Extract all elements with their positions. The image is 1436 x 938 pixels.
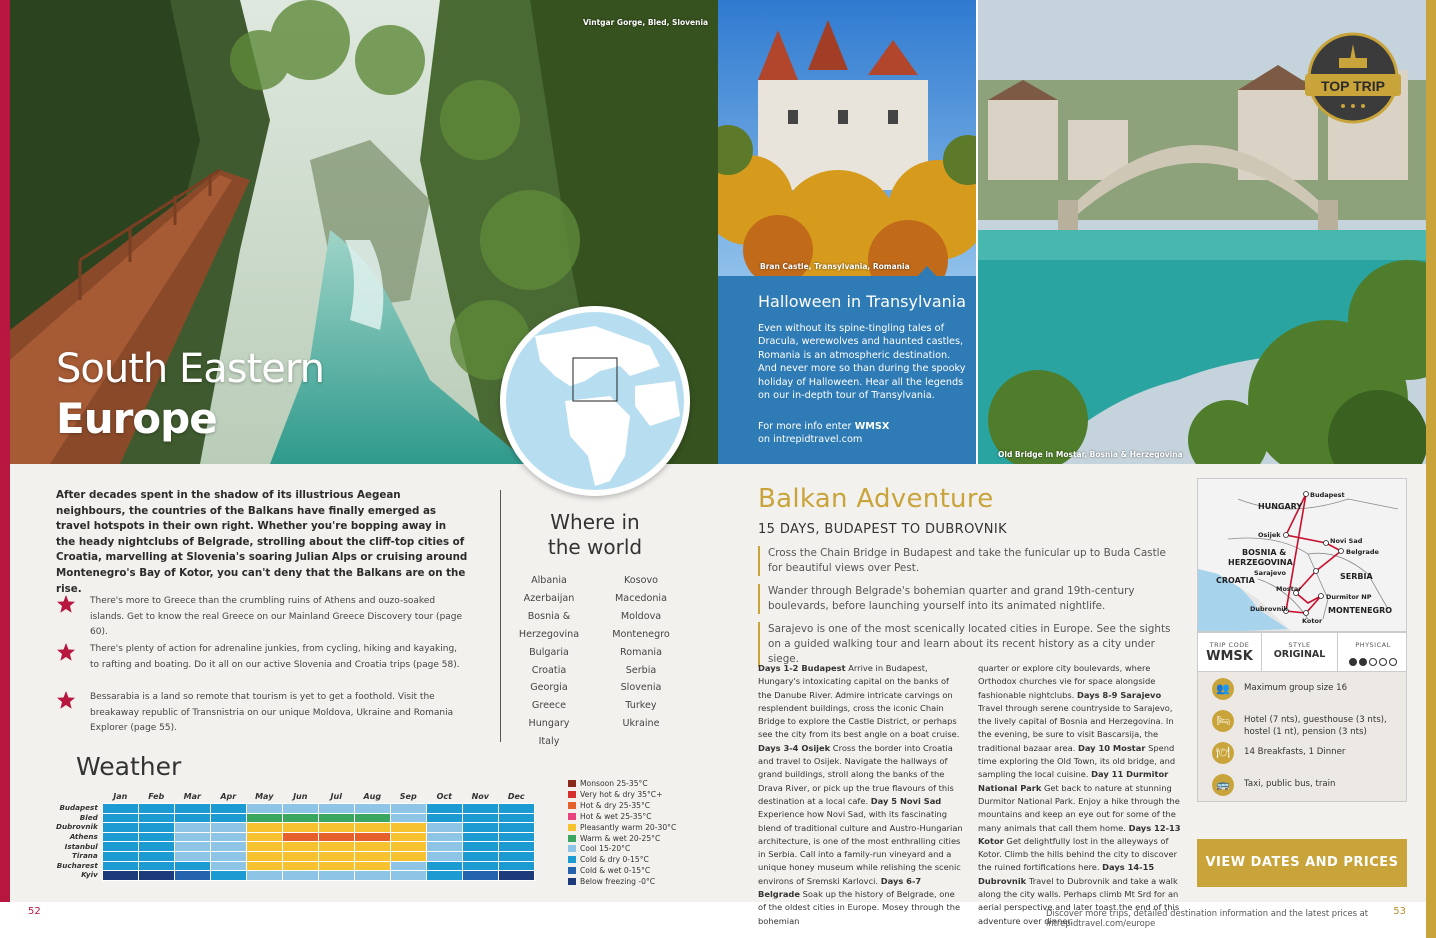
tip-text: There's more to Greece than the crumbling ruins of Athens and ouzo-soaked islands. Get to know the real Greece on our Mainland Greece Discovery tour (page 60).: [90, 596, 463, 637]
weather-cell: [462, 823, 498, 833]
weather-cell: [210, 851, 246, 861]
weather-month: Jul: [330, 792, 342, 801]
bran-castle-photo: [718, 0, 976, 276]
weather-cell: [102, 842, 138, 852]
itinerary-day-heading: Day 11 Durmitor National Park: [978, 769, 1169, 793]
weather-row: [56, 842, 534, 852]
weather-cell: [390, 823, 426, 833]
weather-cell: [498, 804, 534, 814]
itinerary-day-text: Arrive in Budapest, Hungary's intoxicating capital on the banks of the Danube River. Admire intricate carvings on resplendent buildings, cross the iconic Chain Bridge to explore the Castle District, or perhaps see the city from its best angle on a boat cruise.: [758, 663, 960, 740]
weather-month: May: [255, 792, 274, 801]
trip-style-label: STYLE: [1288, 641, 1311, 649]
itinerary-day-heading: Days 6-7 Belgrade: [758, 875, 922, 900]
country-name: Greece: [531, 700, 567, 712]
weather-legend: [568, 779, 676, 888]
weather-cell: [498, 851, 534, 861]
trip-style-value: ORIGINAL: [1273, 649, 1326, 660]
halloween-title: Halloween in Transylvania: [758, 292, 967, 311]
weather-cell: [246, 861, 282, 871]
weather-cell: [498, 871, 534, 881]
weather-cell: [138, 813, 174, 823]
weather-cell: [390, 851, 426, 861]
weather-cell: [462, 813, 498, 823]
intro-paragraph: After decades spent in the shadow of its illustrious Aegean neighbours, the countries of the Balkans have finally emerged as travel hotspots in their own right. Whether you're bopping away in the heady nightclubs of Belgrade, strolling about the cliff-top cities of Croatia, marvelling at Slovenia's soaring Julian Alps or cruising around Montenegro's Bay of Kotor, you can't deny that the Balkans are on the rise.: [56, 489, 468, 595]
weather-city: Tirana: [72, 851, 98, 861]
legend-label: Cool 15-20°C: [580, 844, 631, 854]
legend-swatch: [568, 878, 576, 885]
physical-label: PHYSICAL: [1355, 641, 1391, 649]
country-name: Herzegovina: [518, 628, 580, 640]
country-name: Moldova: [620, 610, 662, 622]
weather-cell: [462, 832, 498, 842]
highlight-item: Wander through Belgrade's bohemian quarter and grand 19th-century boulevards, before launching yourself into its animated nightlife.: [758, 584, 1178, 614]
weather-cell: [102, 813, 138, 823]
left-page-edge: [0, 0, 10, 938]
where-title-line2: the world: [547, 535, 643, 559]
weather-cell: [462, 851, 498, 861]
group-icon: 👥: [1212, 678, 1234, 700]
left-footer: [0, 902, 718, 938]
weather-cell: [462, 861, 498, 871]
weather-cell: [210, 813, 246, 823]
star-icon: [56, 642, 76, 662]
country-name: Kosovo: [623, 575, 659, 586]
weather-cell: [246, 813, 282, 823]
legend-swatch: [568, 791, 576, 798]
itinerary-day-text: Travel through serene countryside to Sarajevo, the lively capital of Bosnia and Herzegovina. In the evening, be sure to visit Bascarsija, the traditional bazaar area.: [978, 702, 1174, 753]
weather-cell: [210, 842, 246, 852]
weather-title: Weather: [76, 752, 182, 781]
weather-city: Bucharest: [56, 860, 98, 870]
feature-text: Taxi, public bus, train: [1244, 779, 1336, 789]
tip-item: [56, 642, 466, 673]
weather-grid: [56, 790, 535, 881]
weather-month: Feb: [148, 792, 165, 801]
weather-cell: [390, 842, 426, 852]
weather-month: Dec: [507, 792, 525, 801]
feature-text: Hotel (7 nts), guesthouse (3 nts), hostel (1 nt), pension (3 nts): [1244, 715, 1387, 737]
itinerary-day-text: Soak up the history of Belgrade, one of the oldest cities in Europe. Mosey through the bohemian: [758, 889, 961, 926]
legend-swatch: [568, 856, 576, 863]
route-map-illustration: [1198, 479, 1407, 632]
country-name: Montenegro: [612, 628, 670, 640]
map-label-mostar: Mostar: [1276, 585, 1302, 593]
weather-cell: [354, 804, 390, 814]
weather-cell: [210, 804, 246, 814]
halloween-text: Even without its spine-tingling tales of Dracula, werewolves and haunted castles, Romania is an atmospheric destination. And never more so than during the spooky holiday of Halloween. Hear all the legends on our in-depth tour of Transylvania.: [758, 323, 966, 402]
page-title-line2: Europe: [56, 394, 217, 443]
weather-cell: [426, 851, 462, 861]
weather-months-row: [56, 790, 534, 804]
view-dates-and-prices-button[interactable]: VIEW DATES AND PRICES: [1197, 839, 1407, 887]
country-name: Albania: [531, 575, 567, 586]
country-name: Slovenia: [620, 682, 662, 694]
page-title-line1: South Eastern: [56, 346, 324, 392]
weather-cell: [498, 832, 534, 842]
legend-swatch: [568, 813, 576, 820]
weather-month: Sep: [399, 792, 417, 801]
weather-month: Apr: [220, 792, 237, 801]
tip-item: [56, 690, 466, 737]
weather-cell: [390, 804, 426, 814]
itinerary-day-text: Get back to nature at stunning Durmitor National Park. Enjoy a hike through the mountains and keep an eye out for some of the many animals that call them home.: [978, 782, 1180, 833]
weather-cell: [246, 851, 282, 861]
star-icon: [56, 690, 76, 710]
weather-cell: [318, 813, 354, 823]
feature-text: Maximum group size 16: [1244, 683, 1348, 693]
footer-note[interactable]: Discover more trips, detailed destination information and the latest prices at intrepidtravel.com/europe: [1046, 908, 1369, 928]
weather-city: Bled: [79, 812, 98, 822]
weather-cell: [498, 823, 534, 833]
rating-dot-filled-icon: [1349, 658, 1357, 666]
weather-cell: [498, 861, 534, 871]
legend-item: [568, 823, 676, 834]
weather-cell: [138, 823, 174, 833]
bran-photo-caption: Bran Castle, Transylvania, Romania: [760, 262, 910, 271]
trip-style-block: [1262, 633, 1338, 673]
legend-label: Hot & wet 25-35°C: [580, 811, 652, 821]
weather-cell: [354, 861, 390, 871]
weather-city: Istanbul: [64, 841, 98, 851]
tip-text: Bessarabia is a land so remote that tourism is yet to get a foothold. Visit the breakaway republic of Transnistria on our unique Moldova, Ukraine and Romania Explorer (page 55).: [90, 692, 454, 733]
physical-rating-block: [1338, 633, 1408, 673]
map-label-osijek: Osijek: [1258, 531, 1281, 539]
legend-item: [568, 812, 676, 823]
weather-row: [56, 813, 534, 823]
weather-month: Jun: [293, 792, 308, 801]
countries-column-1: [504, 572, 594, 751]
weather-cell: [354, 823, 390, 833]
weather-cell: [390, 832, 426, 842]
legend-item: [568, 801, 676, 812]
weather-cell: [174, 842, 210, 852]
legend-item: [568, 866, 676, 877]
map-label-novi-sad: Novi Sad: [1330, 537, 1363, 545]
itinerary-day-heading: Days 1-2 Budapest: [758, 663, 846, 673]
weather-cell: [282, 804, 318, 814]
legend-item: [568, 779, 676, 790]
weather-row: [56, 804, 534, 814]
column-divider: [500, 490, 501, 742]
weather-cell: [498, 842, 534, 852]
legend-item: [568, 855, 676, 866]
badge-label: TOP TRIP: [1320, 78, 1386, 94]
trip-features: [1197, 672, 1407, 802]
weather-cell: [210, 823, 246, 833]
weather-cell: [354, 813, 390, 823]
weather-cell: [354, 842, 390, 852]
weather-cell: [246, 842, 282, 852]
map-label-belgrade: Belgrade: [1346, 548, 1379, 556]
weather-cell: [174, 823, 210, 833]
weather-cell: [102, 861, 138, 871]
weather-row: [56, 832, 534, 842]
legend-label: Below freezing -0°C: [580, 877, 656, 887]
weather-cell: [426, 832, 462, 842]
weather-cell: [102, 823, 138, 833]
itinerary-day-heading: Day 10 Mostar: [1077, 742, 1146, 753]
country-name: Hungary: [528, 718, 570, 730]
weather-cell: [462, 842, 498, 852]
weather-cell: [174, 871, 210, 881]
weather-cell: [462, 871, 498, 881]
right-page-edge: [1426, 0, 1436, 938]
where-title-line1: Where in: [550, 510, 640, 534]
trip-title: Balkan Adventure: [758, 484, 994, 514]
legend-item: [568, 834, 676, 845]
weather-cell: [282, 813, 318, 823]
rating-dot-empty-icon: [1379, 658, 1387, 666]
weather-cell: [210, 861, 246, 871]
country-name: Macedonia: [615, 592, 667, 604]
halloween-more-info: [758, 420, 968, 447]
weather-month: Oct: [436, 792, 452, 801]
weather-city: Kyiv: [81, 870, 98, 880]
map-label-montenegro: MONTENEGRO: [1328, 606, 1393, 615]
weather-cell: [210, 871, 246, 881]
country-name: Bulgaria: [529, 646, 569, 658]
map-label-hungary: HUNGARY: [1258, 502, 1303, 511]
itinerary-day-text: Cross the border into Croatia and travel to Osijek. Navigate the hallways of grand buildings, stroll along the banks of the Drava River, or pick up the true flavours of this destination at a local cafe.: [758, 742, 954, 806]
weather-city: Dubrovnik: [56, 822, 98, 832]
legend-item: [568, 790, 676, 801]
physical-rating-dots: [1338, 651, 1408, 670]
country-name: Ukraine: [622, 718, 660, 730]
legend-swatch: [568, 835, 576, 842]
highlight-item: Cross the Chain Bridge in Budapest and take the funicular up to Buda Castle for beautiful views over Pest.: [758, 546, 1178, 576]
more-info-site[interactable]: on intrepidtravel.com: [758, 434, 863, 446]
trip-code-block: [1198, 633, 1262, 673]
country-name: Georgia: [530, 682, 568, 694]
weather-cell: [426, 871, 462, 881]
itinerary-day-text: Travel to Dubrovnik and take a walk along the city walls. Perhaps climb Mt Srd for an aerial perspective and later toast the end of this adventure over dinner.: [978, 875, 1180, 926]
trip-info-bar: [1197, 632, 1407, 672]
weather-cell: [138, 861, 174, 871]
weather-cell: [318, 851, 354, 861]
weather-cell: [102, 832, 138, 842]
weather-cell: [318, 832, 354, 842]
weather-cell: [282, 861, 318, 871]
weather-cell: [102, 871, 138, 881]
country-name: Serbia: [625, 664, 657, 676]
legend-label: Cold & dry 0-15°C: [580, 855, 649, 865]
weather-cell: [426, 823, 462, 833]
more-info-prefix: For more info enter: [758, 421, 855, 432]
map-label-bosnia-line1: BOSNIA &: [1242, 548, 1287, 557]
itinerary-day-text: quarter or explore city boulevards, where Orthodox churches vie for space alongside fashionable nightclubs.: [978, 663, 1156, 700]
weather-cell: [426, 804, 462, 814]
map-label-dubrovnik: Dubrovnik: [1250, 605, 1288, 613]
tip-text: There's plenty of action for adrenaline junkies, from cycling, hiking and kayaking, to rafting and boating. Do it all on our active Slovenia and Croatia trips (page 58).: [90, 644, 460, 670]
weather-row: [56, 851, 534, 861]
weather-city: Athens: [69, 832, 98, 842]
page-number-left: 52: [28, 906, 41, 917]
bran-castle-illustration: [718, 0, 976, 276]
weather-cell: [318, 823, 354, 833]
country-name: Azerbaijan: [523, 592, 575, 604]
itinerary-day-heading: Day 5 Novi Sad: [870, 795, 942, 806]
weather-cell: [318, 871, 354, 881]
weather-cell: [318, 804, 354, 814]
weather-cell: [246, 804, 282, 814]
weather-month: Mar: [183, 792, 201, 801]
rating-dot-filled-icon: [1359, 658, 1367, 666]
map-label-budapest: Budapest: [1310, 491, 1345, 499]
country-name: Italy: [538, 736, 560, 748]
weather-cell: [390, 861, 426, 871]
meal-icon: 🍽: [1212, 742, 1234, 764]
country-name: Romania: [620, 646, 662, 658]
map-label-croatia: CROATIA: [1216, 576, 1255, 585]
weather-cell: [354, 871, 390, 881]
trip-subtitle: 15 DAYS, BUDAPEST TO DUBROVNIK: [758, 522, 1008, 537]
weather-month: Nov: [471, 792, 489, 801]
itinerary-day-heading: Days 8-9 Sarajevo: [1076, 689, 1162, 700]
weather-cell: [390, 813, 426, 823]
legend-label: Monsoon 25-35°C: [580, 779, 648, 788]
tip-item: [56, 594, 466, 641]
weather-cell: [102, 851, 138, 861]
weather-cell: [462, 804, 498, 814]
weather-cell: [282, 823, 318, 833]
itinerary-column-2: [978, 662, 1184, 928]
legend-swatch: [568, 802, 576, 809]
weather-cell: [282, 842, 318, 852]
weather-cell: [282, 832, 318, 842]
weather-row: [56, 871, 534, 881]
weather-cell: [498, 813, 534, 823]
where-in-the-world-title: [520, 510, 670, 560]
weather-cell: [318, 842, 354, 852]
weather-cell: [246, 832, 282, 842]
itinerary-day-text: Get delightfully lost in the alleyways of Kotor. Climb the hills behind the city to discover the ruined fortifications here.: [978, 835, 1178, 873]
weather-city: Budapest: [59, 803, 98, 813]
country-name: Croatia: [531, 664, 567, 676]
itinerary-day-heading: Days 3-4 Osijek: [758, 742, 831, 753]
halloween-trip-code: WMSX: [854, 421, 890, 432]
legend-label: Warm & wet 20-25°C: [580, 833, 661, 843]
bed-icon: 🛏: [1212, 710, 1234, 732]
weather-cell: [246, 823, 282, 833]
weather-cell: [138, 871, 174, 881]
map-label-durmitor: Durmitor NP: [1326, 593, 1372, 601]
itinerary-day-heading: Days 12-13 Kotor: [978, 822, 1181, 846]
itinerary-day-text: Spend time exploring the Old Town, its old bridge, and sampling the local cuisine.: [978, 742, 1176, 780]
weather-month: Aug: [363, 792, 382, 801]
itinerary-column-1: [758, 662, 964, 928]
weather-cell: [282, 851, 318, 861]
legend-label: Cold & wet 0-15°C: [580, 866, 651, 876]
weather-cell: [426, 842, 462, 852]
weather-cell: [390, 871, 426, 881]
gorge-photo-caption: Vintgar Gorge, Bled, Slovenia: [583, 18, 709, 27]
itinerary-day-text: Experience how Novi Sad, with its fascinating blend of traditional culture and Austro-Hungarian architecture, is one of the most enthralling cities in Serbia. Call into a family-run vineyard and a unique honey museum while relishing the scenic environs of Sremski Karlovci.: [758, 809, 963, 886]
weather-cell: [210, 832, 246, 842]
weather-row: [56, 861, 534, 871]
rating-dot-empty-icon: [1369, 658, 1377, 666]
legend-swatch: [568, 780, 576, 787]
country-name: Bosnia &: [527, 610, 571, 622]
callout-pointer: [916, 266, 938, 278]
legend-item: [568, 844, 676, 855]
globe-map: [500, 306, 690, 496]
feature-text: 14 Breakfasts, 1 Dinner: [1244, 747, 1346, 757]
itinerary-day-heading: Days 14-15 Dubrovnik: [978, 862, 1155, 886]
weather-cell: [426, 813, 462, 823]
map-label-serbia: SERBIA: [1340, 572, 1373, 581]
legend-label: Pleasantly warm 20-30°C: [580, 822, 677, 832]
weather-cell: [138, 832, 174, 842]
country-name: Turkey: [625, 700, 657, 712]
legend-swatch: [568, 824, 576, 831]
weather-cell: [354, 832, 390, 842]
legend-swatch: [568, 867, 576, 874]
legend-label: Very hot & dry 35°C+: [580, 789, 663, 799]
weather-cell: [174, 861, 210, 871]
weather-cell: [282, 871, 318, 881]
bus-icon: 🚌: [1212, 774, 1234, 796]
page-number-right: 53: [1393, 906, 1406, 917]
weather-cell: [354, 851, 390, 861]
legend-swatch: [568, 845, 576, 852]
weather-cell: [138, 851, 174, 861]
weather-cell: [138, 842, 174, 852]
map-label-sarajevo: Sarajevo: [1254, 569, 1286, 577]
map-label-kotor: Kotor: [1302, 617, 1323, 625]
trip-code-label: TRIP CODE: [1209, 641, 1250, 649]
legend-label: Hot & dry 25-35°C: [580, 800, 651, 810]
weather-cell: [174, 851, 210, 861]
weather-cell: [174, 832, 210, 842]
weather-cell: [174, 813, 210, 823]
weather-grid-body: [56, 804, 534, 881]
highlight-item: Sarajevo is one of the most scenically located cities in Europe. See the sights on a guided walking tour and learn about its recent history as a city under siege.: [758, 622, 1178, 667]
mostar-photo-caption: Old Bridge in Mostar, Bosnia & Herzegovina: [998, 450, 1183, 459]
weather-cell: [138, 804, 174, 814]
trip-code-value: WMSK: [1206, 649, 1253, 664]
globe-illustration: [500, 306, 690, 496]
weather-row: [56, 823, 534, 833]
weather-cell: [102, 804, 138, 814]
route-map: [1197, 478, 1407, 632]
weather-cell: [318, 861, 354, 871]
star-icon: [56, 594, 76, 614]
weather-cell: [174, 804, 210, 814]
top-trip-badge: [1303, 30, 1403, 126]
legend-item: [568, 877, 676, 888]
map-label-bosnia-line2: HERZEGOVINA: [1228, 558, 1293, 567]
weather-cell: [246, 871, 282, 881]
weather-cell: [426, 861, 462, 871]
rating-dot-empty-icon: [1389, 658, 1397, 666]
countries-column-2: [596, 572, 686, 733]
weather-month: Jan: [113, 792, 128, 801]
